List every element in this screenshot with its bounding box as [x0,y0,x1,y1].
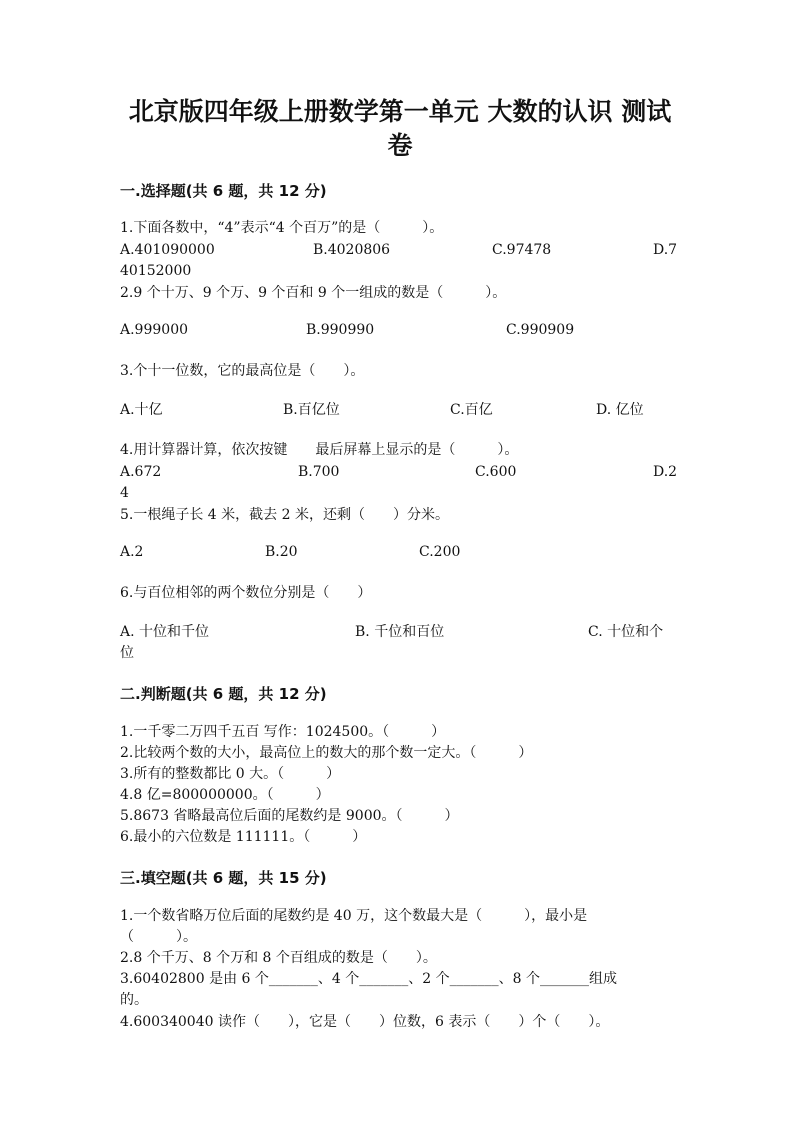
question-stem: 4.用计算器计算，依次按键 最后屏幕上显示的是（ ）。 [120,442,519,458]
question-stem: 1.下面各数中，“4”表示“4 个百万”的是（ ）。 [120,220,444,236]
question-stem: 5.一根绳子长 4 米，截去 2 米，还剩（ ）分米。 [120,507,449,523]
section-heading-fill-blank: 三.填空题(共 6 题，共 15 分) [120,869,327,887]
true-false-item: 1.一千零二万四千五百 写作：1024500。（ ） [120,724,446,740]
option-b: B.990990 [306,322,375,338]
option-a: A.672 [120,464,162,480]
option-d-continuation: 4 [120,485,129,501]
true-false-item: 3.所有的整数都比 0 大。（ ） [120,766,341,782]
option-b: B.4020806 [313,242,391,258]
fill-blank-item: 3.60402800 是由 6 个_______、4 个_______、2 个_______、8 个_______组成 [120,971,617,987]
question-stem: 6.与百位相邻的两个数位分别是（ ） [120,585,372,601]
question-stem: 2.9 个十万、9 个万、9 个百和 9 个一组成的数是（ ）。 [120,285,507,301]
true-false-item: 6.最小的六位数是 111111。（ ） [120,829,367,845]
section-heading-choice: 一.选择题(共 6 题，共 12 分) [120,182,327,200]
option-d: D.2 [653,464,678,480]
fill-blank-item: 4.600340040 读作（ ），它是（ ）位数，6 表示（ ）个（ ）。 [120,1014,610,1030]
option-c: C.600 [475,464,517,480]
option-b: B. 千位和百位 [355,624,445,640]
option-c: C.990909 [506,322,575,338]
option-a: A.2 [120,544,144,560]
option-d: D.7 [653,242,678,258]
option-c: C. 十位和个 [588,624,664,640]
option-a: A.999000 [120,322,189,338]
page-title-line-2: 卷 [387,131,413,160]
fill-blank-item-continuation: 的。 [120,992,148,1008]
true-false-item: 5.8673 省略最高位后面的尾数约是 9000。（ ） [120,808,459,824]
option-a: A.401090000 [120,242,215,258]
section-heading-true-false: 二.判断题(共 6 题，共 12 分) [120,685,327,703]
option-c: C.百亿 [450,402,493,418]
option-a: A. 十位和千位 [120,624,210,640]
option-c: C.97478 [492,242,552,258]
fill-blank-item: 1.一个数省略万位后面的尾数约是 40 万，这个数最大是（ ），最小是 [120,908,588,924]
option-d: D. 亿位 [596,402,644,418]
fill-blank-item-continuation: （ ）。 [120,929,197,945]
option-d-continuation: 40152000 [120,263,192,279]
option-b: B.百亿位 [283,402,340,418]
page-title-line-1: 北京版四年级上册数学第一单元 大数的认识 测试 [128,97,672,126]
option-a: A.十亿 [120,402,163,418]
page-title [120,95,680,163]
option-b: B.700 [298,464,340,480]
question-stem: 3.个十一位数，它的最高位是（ ）。 [120,363,365,379]
true-false-item: 4.8 亿=800000000。（ ） [120,787,330,803]
option-c-continuation: 位 [120,645,134,661]
fill-blank-item: 2.8 个千万、8 个万和 8 个百组成的数是（ ）。 [120,950,437,966]
option-b: B.20 [265,544,298,560]
true-false-item: 2.比较两个数的大小，最高位上的数大的那个数一定大。（ ） [120,745,533,761]
option-c: C.200 [419,544,461,560]
